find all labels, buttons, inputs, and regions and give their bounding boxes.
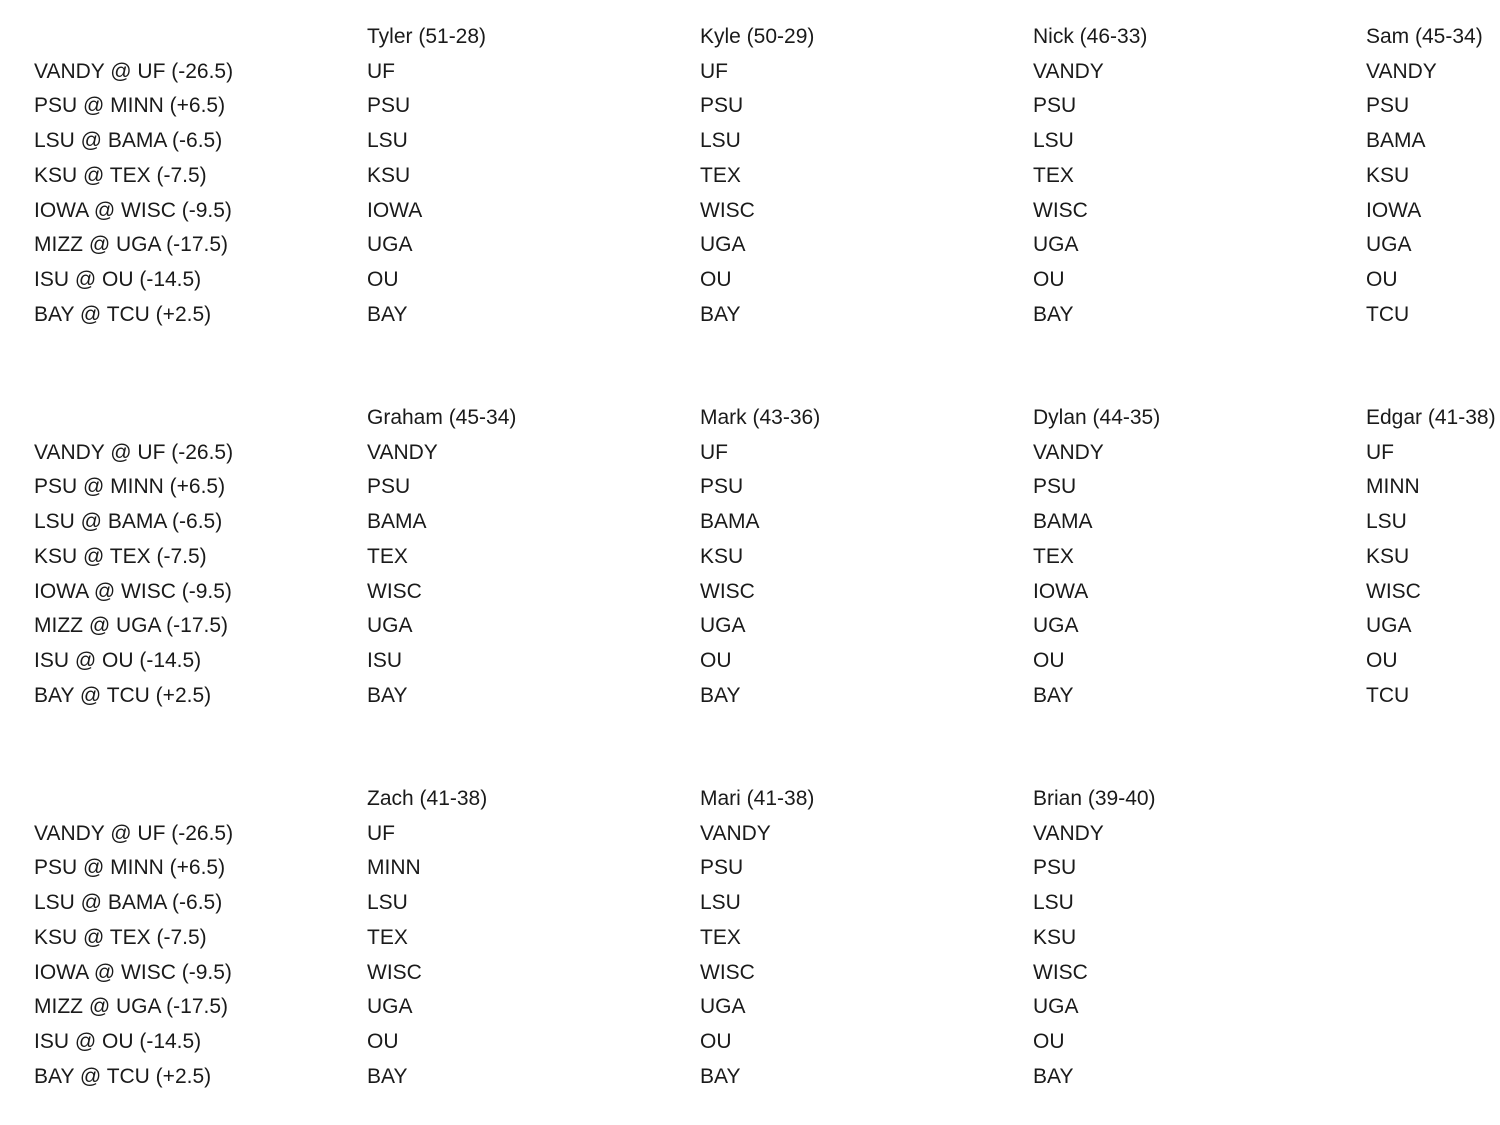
pick-cell: UF (700, 60, 728, 83)
picker-header: Edgar (41-38) (1366, 406, 1496, 429)
pick-cell: OU (1366, 649, 1398, 672)
game-label: MIZZ @ UGA (-17.5) (34, 614, 229, 637)
pick-cell: UGA (1033, 614, 1079, 637)
game-label: MIZZ @ UGA (-17.5) (34, 995, 229, 1018)
pick-cell: PSU (700, 475, 744, 498)
pick-cell: BAY (1033, 1065, 1074, 1088)
pick-cell: TEX (700, 926, 741, 949)
pick-cell: VANDY (367, 441, 438, 464)
pick-cell: VANDY (700, 822, 771, 845)
game-label: BAY @ TCU (+2.5) (34, 684, 212, 707)
pick-cell: PSU (1033, 94, 1077, 117)
pick-cell: BAMA (1033, 510, 1093, 533)
pick-cell: BAY (1033, 684, 1074, 707)
pick-cell: OU (1033, 649, 1065, 672)
game-label: ISU @ OU (-14.5) (34, 1030, 202, 1053)
game-label: VANDY @ UF (-26.5) (34, 441, 234, 464)
pick-cell: TCU (1366, 684, 1410, 707)
game-label: BAY @ TCU (+2.5) (34, 303, 212, 326)
pick-cell: BAY (367, 1065, 408, 1088)
pick-cell: IOWA (1366, 199, 1422, 222)
game-label: LSU @ BAMA (-6.5) (34, 510, 223, 533)
picks-block (0, 25, 1500, 355)
pick-cell: PSU (1366, 94, 1410, 117)
pick-cell: WISC (1033, 199, 1088, 222)
game-label: KSU @ TEX (-7.5) (34, 545, 207, 568)
pick-cell: UGA (1366, 614, 1412, 637)
pick-cell: LSU (367, 129, 408, 152)
game-label: LSU @ BAMA (-6.5) (34, 129, 223, 152)
pick-cell: LSU (1033, 891, 1074, 914)
pick-cell: WISC (700, 199, 755, 222)
pick-cell: KSU (1033, 926, 1077, 949)
game-label: PSU @ MINN (+6.5) (34, 475, 226, 498)
pick-cell: KSU (1366, 164, 1410, 187)
pick-cell: OU (700, 649, 732, 672)
pick-cell: UGA (700, 614, 746, 637)
pick-cell: OU (700, 268, 732, 291)
game-label: IOWA @ WISC (-9.5) (34, 199, 232, 222)
pick-cell: TEX (1033, 545, 1074, 568)
pick-cell: UGA (700, 995, 746, 1018)
pick-cell: VANDY (1033, 822, 1104, 845)
game-label: VANDY @ UF (-26.5) (34, 822, 234, 845)
pick-cell: PSU (367, 94, 411, 117)
picker-header: Sam (45-34) (1366, 25, 1483, 48)
pick-cell: UGA (367, 614, 413, 637)
pick-cell: VANDY (1033, 441, 1104, 464)
pick-cell: UGA (1366, 233, 1412, 256)
pick-cell: KSU (1366, 545, 1410, 568)
pick-cell: WISC (700, 580, 755, 603)
pick-cell: MINN (367, 856, 421, 879)
pick-cell: PSU (700, 94, 744, 117)
game-label: LSU @ BAMA (-6.5) (34, 891, 223, 914)
pick-cell: TEX (1033, 164, 1074, 187)
pick-cell: BAY (700, 1065, 741, 1088)
pick-cell: PSU (700, 856, 744, 879)
pick-cell: BAY (1033, 303, 1074, 326)
pick-cell: TEX (367, 545, 408, 568)
game-label: ISU @ OU (-14.5) (34, 268, 202, 291)
pick-cell: OU (700, 1030, 732, 1053)
pick-cell: KSU (367, 164, 411, 187)
pick-cell: OU (367, 1030, 399, 1053)
pick-cell: BAY (367, 684, 408, 707)
pick-cell: WISC (367, 580, 422, 603)
game-label: ISU @ OU (-14.5) (34, 649, 202, 672)
game-label: VANDY @ UF (-26.5) (34, 60, 234, 83)
picker-header: Brian (39-40) (1033, 787, 1156, 810)
pick-cell: LSU (1033, 129, 1074, 152)
pick-cell: PSU (1033, 475, 1077, 498)
game-label: BAY @ TCU (+2.5) (34, 1065, 212, 1088)
game-label: PSU @ MINN (+6.5) (34, 856, 226, 879)
game-label: KSU @ TEX (-7.5) (34, 926, 207, 949)
pick-cell: TEX (700, 164, 741, 187)
pick-cell: BAMA (700, 510, 760, 533)
pick-cell: OU (1366, 268, 1398, 291)
pick-cell: UGA (367, 995, 413, 1018)
picker-header: Mark (43-36) (700, 406, 821, 429)
pick-cell: WISC (1366, 580, 1421, 603)
pick-cell: IOWA (367, 199, 423, 222)
pick-cell: UGA (700, 233, 746, 256)
pick-cell: BAY (367, 303, 408, 326)
pick-cell: WISC (700, 961, 755, 984)
pick-cell: PSU (1033, 856, 1077, 879)
pick-cell: IOWA (1033, 580, 1089, 603)
pick-cell: OU (367, 268, 399, 291)
pick-cell: PSU (367, 475, 411, 498)
pick-cell: UGA (1033, 995, 1079, 1018)
pick-cell: OU (1033, 1030, 1065, 1053)
pick-cell: BAY (700, 303, 741, 326)
pick-cell: UF (700, 441, 728, 464)
picker-header: Dylan (44-35) (1033, 406, 1161, 429)
picker-header: Mari (41-38) (700, 787, 815, 810)
pick-cell: WISC (367, 961, 422, 984)
pick-cell: VANDY (1033, 60, 1104, 83)
picks-block (0, 406, 1500, 736)
pick-cell: LSU (700, 891, 741, 914)
pick-cell: UF (367, 60, 395, 83)
pick-cell: KSU (700, 545, 744, 568)
pick-cell: LSU (700, 129, 741, 152)
pick-cell: MINN (1366, 475, 1420, 498)
pick-cell: UGA (367, 233, 413, 256)
picker-header: Kyle (50-29) (700, 25, 815, 48)
pick-cell: TCU (1366, 303, 1410, 326)
pick-cell: LSU (1366, 510, 1407, 533)
pick-cell: WISC (1033, 961, 1088, 984)
pick-cell: ISU (367, 649, 403, 672)
pick-cell: LSU (367, 891, 408, 914)
pick-cell: OU (1033, 268, 1065, 291)
picker-header: Zach (41-38) (367, 787, 488, 810)
picker-header: Tyler (51-28) (367, 25, 487, 48)
pick-cell: BAMA (1366, 129, 1426, 152)
pick-cell: UGA (1033, 233, 1079, 256)
picker-header: Graham (45-34) (367, 406, 517, 429)
pick-cell: TEX (367, 926, 408, 949)
game-label: MIZZ @ UGA (-17.5) (34, 233, 229, 256)
pick-cell: UF (1366, 441, 1394, 464)
game-label: IOWA @ WISC (-9.5) (34, 961, 232, 984)
game-label: IOWA @ WISC (-9.5) (34, 580, 232, 603)
game-label: KSU @ TEX (-7.5) (34, 164, 207, 187)
picker-header: Nick (46-33) (1033, 25, 1148, 48)
pick-cell: BAMA (367, 510, 427, 533)
pick-cell: UF (367, 822, 395, 845)
pick-cell: VANDY (1366, 60, 1437, 83)
game-label: PSU @ MINN (+6.5) (34, 94, 226, 117)
pick-cell: BAY (700, 684, 741, 707)
picks-block (0, 787, 1500, 1117)
